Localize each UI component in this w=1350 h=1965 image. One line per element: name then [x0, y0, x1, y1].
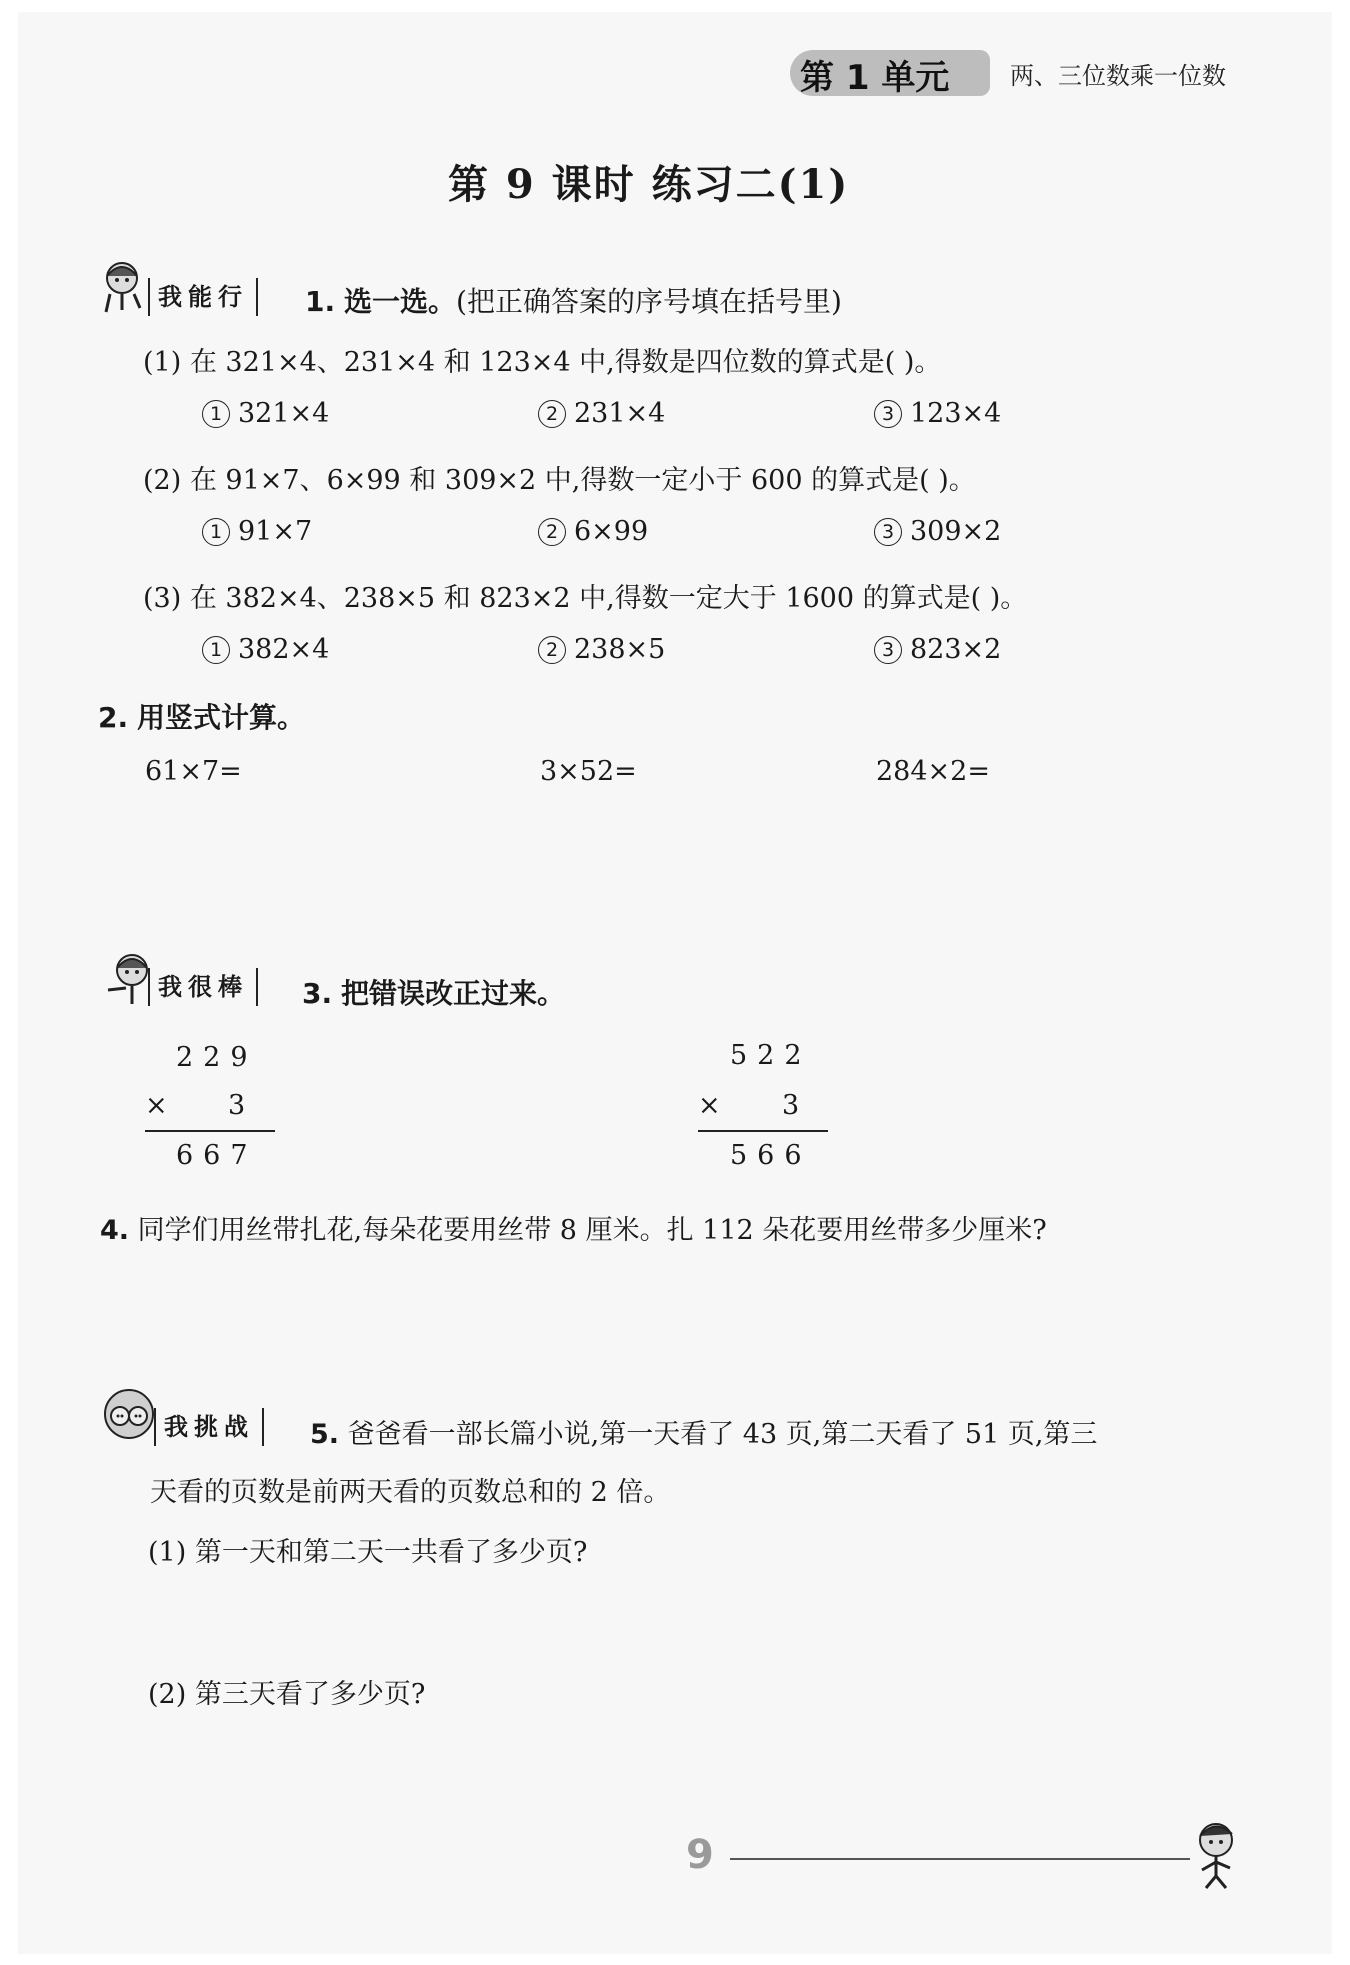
q1-item-1-text: (1) 在 321×4、231×4 和 123×4 中,得数是四位数的算式是( )。 [143, 347, 942, 378]
q3-problem-2-result: 566 [730, 1140, 812, 1171]
q3-heading [302, 972, 565, 1012]
option-number-3-icon: 3 [874, 518, 902, 546]
unit-label: 第 1 单元 [800, 58, 950, 98]
unit-subtitle: 两、三位数乘一位数 [1010, 62, 1226, 90]
option-number-3-icon: 3 [874, 400, 902, 428]
q1-item-2-option-1: 1 91×7 [202, 516, 312, 547]
q1-item-3-text: (3) 在 382×4、238×5 和 823×2 中,得数一定大于 1600 的算式是( )。 [143, 583, 1028, 614]
q2-number: 2. [98, 701, 129, 734]
q3-problem-2-top: 522 [730, 1040, 812, 1071]
q4-line [100, 1208, 1047, 1247]
option-number-3-icon: 3 [874, 636, 902, 664]
q5-text-line-1: 爸爸看一部长篇小说,第一天看了 43 页,第二天看了 51 页,第三 [347, 1419, 1098, 1450]
q2-expr-1: 61×7= [145, 756, 242, 787]
q5-sub-question-2: (2) 第三天看了多少页? [148, 1679, 426, 1710]
q1-number: 1. [305, 285, 336, 318]
section-badge-great: 我很棒 [148, 968, 258, 1006]
section-badge-challenge: 我挑战 [154, 1408, 264, 1446]
option-number-1-icon: 1 [202, 636, 230, 664]
q3-problem-1-bottom: 3 [228, 1090, 256, 1121]
q1-item-2-option-3: 3 309×2 [874, 516, 1001, 547]
footer-rule [730, 1858, 1190, 1860]
q3-number: 3. [302, 977, 333, 1010]
q5-number: 5. [310, 1419, 340, 1450]
q1-item-2-option-2: 2 6×99 [538, 516, 648, 547]
section-badge-can-do: 我能行 [148, 278, 258, 316]
option-number-1-icon: 1 [202, 400, 230, 428]
q5-line-1 [310, 1412, 1097, 1451]
q3-problem-2-bottom: 3 [782, 1090, 810, 1121]
option-number-2-icon: 2 [538, 400, 566, 428]
girl-mascot-icon [96, 258, 154, 316]
q1-item-3-option-3: 3 823×2 [874, 634, 1001, 665]
q5-text-line-2: 天看的页数是前两天看的页数总和的 2 倍。 [150, 1477, 671, 1508]
q1-item-3-option-2: 2 238×5 [538, 634, 665, 665]
option-number-1-icon: 1 [202, 518, 230, 546]
q4-number: 4. [100, 1215, 130, 1246]
q2-title: 用竖式计算。 [137, 701, 306, 734]
q2-heading [98, 696, 305, 736]
kids-mascot-icon [100, 1388, 158, 1446]
q3-problem-1-top: 229 [176, 1042, 258, 1073]
q3-problem-2-rule [698, 1130, 828, 1132]
lesson-title: 第 9 课时 练习二(1) [448, 161, 850, 208]
q1-title: 选一选。 [344, 285, 457, 318]
q3-problem-1-rule [145, 1130, 275, 1132]
q5-sub-question-1: (1) 第一天和第二天一共看了多少页? [148, 1537, 588, 1568]
boy-mascot-icon [1186, 1818, 1250, 1890]
q1-item-1-option-3: 3 123×4 [874, 398, 1001, 429]
q1-item-1-option-2: 2 231×4 [538, 398, 665, 429]
q1-item-2-text: (2) 在 91×7、6×99 和 309×2 中,得数一定小于 600 的算式是( )。 [143, 465, 976, 496]
q2-expr-3: 284×2= [876, 756, 990, 787]
q4-text: 同学们用丝带扎花,每朵花要用丝带 8 厘米。扎 112 朵花要用丝带多少厘米? [137, 1215, 1047, 1246]
q3-problem-1-result: 667 [176, 1140, 258, 1171]
page-number: 9 [686, 1832, 714, 1878]
option-number-2-icon: 2 [538, 518, 566, 546]
q3-problem-1-operator: × [145, 1090, 178, 1121]
q3-problem-2-operator: × [698, 1090, 731, 1121]
q3-title: 把错误改正过来。 [341, 977, 566, 1010]
q1-item-1-option-1: 1 321×4 [202, 398, 329, 429]
q1-heading [305, 280, 842, 320]
q2-expr-2: 3×52= [540, 756, 637, 787]
q1-item-3-option-1: 1 382×4 [202, 634, 329, 665]
q1-instruction: (把正确答案的序号填在括号里) [456, 285, 842, 318]
option-number-2-icon: 2 [538, 636, 566, 664]
